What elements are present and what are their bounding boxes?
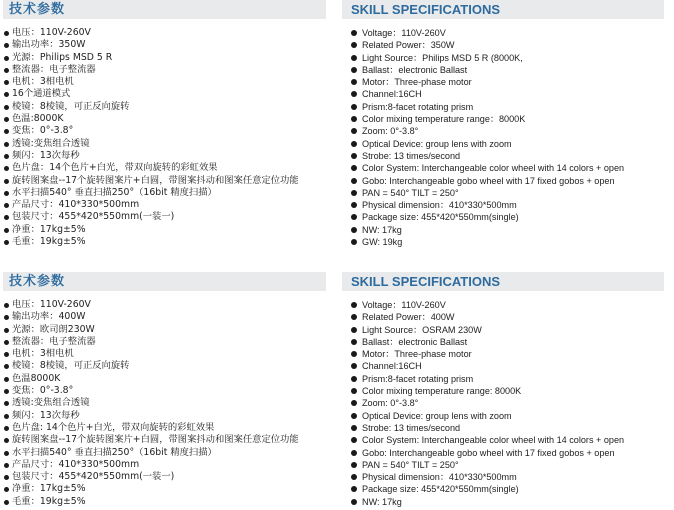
spec-text: GW: 19kg — [362, 237, 403, 248]
spec-item — [4, 483, 339, 495]
spec-text: 包装尺寸：455*420*550mm(一装一) — [12, 471, 175, 483]
spec-text: Light Source：Philips MSD 5 R (8000K, — [362, 52, 523, 63]
spec-text: 毛重：19kg±5% — [12, 495, 86, 507]
spec-item — [4, 52, 339, 64]
spec-item — [4, 27, 339, 39]
spec-item — [351, 348, 671, 360]
spec-text: 透镜:变焦组合透镜 — [12, 137, 90, 149]
spec-item — [351, 101, 671, 113]
spec-text: 变焦：0°-3.8° — [12, 125, 74, 137]
en-title: SKILL SPECIFICATIONS — [351, 2, 501, 17]
bullet-icon — [4, 451, 9, 456]
spec-item — [4, 471, 339, 483]
spec-text: 透镜:变焦组合透镜 — [12, 397, 90, 409]
spec-text: 电机：3相电机 — [12, 348, 74, 360]
bullet-icon — [351, 499, 357, 505]
bullet-icon — [4, 414, 9, 419]
bullet-icon — [351, 91, 357, 97]
spec-text: Physical dimension：410*330*500mm — [362, 472, 517, 483]
spec-item — [4, 88, 339, 100]
spec-text: 净重：17kg±5% — [12, 223, 86, 235]
bullet-icon — [351, 314, 357, 320]
bullet-icon — [4, 117, 9, 122]
spec-item — [351, 150, 671, 162]
spec-text: Ballast：electronic Ballast — [362, 336, 468, 347]
cn-header-bar — [3, 272, 326, 291]
bullet-icon — [4, 364, 9, 369]
bullet-icon — [351, 178, 357, 184]
spec-item — [351, 447, 671, 459]
en-title: SKILL SPECIFICATIONS — [351, 274, 501, 289]
spec-text: Related Power：400W — [362, 312, 455, 323]
spec-item — [4, 162, 339, 174]
spec-item — [4, 459, 339, 471]
spec-item — [4, 324, 339, 336]
spec-item — [351, 385, 671, 397]
spec-item — [4, 199, 339, 211]
spec-text: 水平扫描540° 垂直扫描250°（16bit 精度扫描） — [12, 446, 217, 458]
spec-text: PAN = 540° TILT = 250° — [362, 459, 459, 470]
spec-item — [4, 496, 339, 508]
spec-text: 光源：欧司朗230W — [12, 323, 95, 335]
spec-text: 色片盘: 14个色片+白光，带双向旋转的彩虹效果 — [12, 421, 215, 433]
spec-text: 净重：17kg±5% — [12, 483, 86, 495]
spec-text: Package size: 455*420*550mm(single) — [362, 484, 519, 495]
spec-item — [4, 64, 339, 76]
spec-text: 16个通道模式 — [12, 88, 71, 100]
spec-item — [351, 76, 671, 88]
bullet-icon — [4, 68, 9, 73]
spec-item — [351, 336, 671, 348]
bullet-icon — [351, 227, 357, 233]
spec-text: 色温:8000K — [12, 113, 64, 125]
spec-text: 整流器：电子整流器 — [12, 335, 96, 347]
spec-item — [351, 496, 671, 508]
spec-text: Color mixing temperature range：8000K — [362, 114, 526, 125]
en-header-bar — [342, 272, 664, 291]
spec-item — [351, 113, 671, 125]
bullet-icon — [351, 67, 357, 73]
bullet-icon — [351, 462, 357, 468]
spec-item — [4, 348, 339, 360]
spec-text: Prism:8-facet rotating prism — [362, 373, 474, 384]
bullet-icon — [351, 55, 357, 61]
bullet-icon — [4, 228, 9, 233]
bullet-icon — [4, 105, 9, 110]
bullet-icon — [351, 376, 357, 382]
spec-text: 频闪：13次每秒 — [12, 409, 80, 421]
spec-item — [4, 76, 339, 88]
spec-item — [351, 187, 671, 199]
spec-item — [351, 459, 671, 471]
spec-text: NW: 17kg — [362, 496, 402, 507]
bullet-icon — [351, 214, 357, 220]
spec-text: Voltage：110V-260V — [362, 28, 446, 38]
spec-item — [351, 64, 671, 76]
spec-item — [4, 410, 339, 422]
spec-item — [4, 336, 339, 348]
spec-item — [4, 150, 339, 162]
bullet-icon — [351, 302, 357, 308]
spec-item — [4, 211, 339, 223]
bullet-icon — [4, 154, 9, 159]
bullet-icon — [351, 388, 357, 394]
bullet-icon — [4, 401, 9, 406]
bullet-icon — [351, 141, 357, 147]
spec-text: Color mixing temperature range: 8000K — [362, 386, 522, 397]
bullet-icon — [4, 80, 9, 85]
spec-text: Voltage：110V-260V — [362, 300, 446, 310]
spec-item — [351, 175, 671, 187]
spec-item — [4, 39, 339, 51]
spec-text: Motor：Three-phase motor — [362, 349, 472, 360]
spec-text: 产品尺寸：410*330*500mm — [12, 199, 140, 211]
spec-item — [351, 311, 671, 323]
bullet-icon — [4, 352, 9, 357]
bullet-icon — [4, 500, 9, 505]
bullet-icon — [4, 215, 9, 220]
bullet-icon — [351, 327, 357, 333]
spec-item — [4, 360, 339, 372]
spec-item — [351, 224, 671, 236]
bullet-icon — [351, 202, 357, 208]
spec-text: 输出功率：350W — [12, 39, 86, 51]
bullet-icon — [4, 438, 9, 443]
bullet-icon — [4, 487, 9, 492]
spec-text: Gobo: Interchangeable gobo wheel with 17 fixed gobos + open — [362, 447, 615, 458]
bullet-icon — [351, 363, 357, 369]
spec-text: Strobe: 13 times/second — [362, 150, 461, 161]
spec-text: Color System: Interchangeable color wheel with 14 colors + open — [362, 163, 625, 174]
bullet-icon — [4, 303, 9, 308]
bullet-icon — [351, 413, 357, 419]
en-spec-list — [351, 27, 671, 248]
spec-item — [4, 224, 339, 236]
bullet-icon — [351, 351, 357, 357]
spec-text: PAN = 540° TILT = 250° — [362, 187, 459, 198]
spec-text: 旋转图案盘--17个旋转图案片+白圆，带图案抖动和图案任意定位功能 — [12, 434, 299, 446]
bullet-icon — [4, 203, 9, 208]
spec-item — [4, 101, 339, 113]
spec-text: 光源：Philips MSD 5 R — [12, 51, 113, 63]
spec-text: Prism:8-facet rotating prism — [362, 101, 474, 112]
spec-text: 水平扫描540° 垂直扫描250°（16bit 精度扫描） — [12, 186, 217, 198]
bullet-icon — [4, 179, 9, 184]
bullet-icon — [351, 339, 357, 345]
spec-text: Ballast：electronic Ballast — [362, 64, 468, 75]
spec-item — [351, 410, 671, 422]
bullet-icon — [4, 43, 9, 48]
spec-item — [351, 125, 671, 137]
spec-item — [4, 299, 339, 311]
spec-item — [4, 175, 339, 187]
spec-text: Optical Device: group lens with zoom — [362, 138, 512, 149]
spec-item — [351, 27, 671, 39]
bullet-icon — [4, 191, 9, 196]
bullet-icon — [351, 425, 357, 431]
spec-text: 产品尺寸：410*330*500mm — [12, 458, 140, 470]
bullet-icon — [4, 129, 9, 134]
cn-title: 技术参数 — [9, 2, 66, 17]
bullet-icon — [351, 116, 357, 122]
spec-text: Channel:16CH — [362, 361, 422, 372]
spec-item — [351, 162, 671, 174]
spec-text: 包装尺寸：455*420*550mm(一装一) — [12, 211, 175, 223]
spec-item — [4, 113, 339, 125]
spec-item — [351, 236, 671, 248]
spec-item — [4, 373, 339, 385]
spec-item — [351, 211, 671, 223]
spec-text: Strobe: 13 times/second — [362, 422, 461, 433]
bullet-icon — [4, 31, 9, 36]
bullet-icon — [351, 30, 357, 36]
spec-text: Channel:16CH — [362, 89, 422, 100]
spec-item — [351, 373, 671, 385]
spec-item — [4, 434, 339, 446]
spec-text: 电压：110V-260V — [12, 27, 91, 38]
spec-text: Related Power：350W — [362, 40, 455, 51]
bullet-icon — [351, 128, 357, 134]
spec-item — [351, 434, 671, 446]
spec-item — [351, 422, 671, 434]
spec-item — [4, 138, 339, 150]
spec-text: Motor：Three-phase motor — [362, 77, 472, 88]
spec-item — [351, 299, 671, 311]
cn-spec-list — [4, 299, 339, 508]
spec-item — [351, 52, 671, 64]
bullet-icon — [351, 474, 357, 480]
bullet-icon — [351, 165, 357, 171]
spec-text: Optical Device: group lens with zoom — [362, 410, 512, 421]
spec-text: 频闪：13次每秒 — [12, 149, 80, 161]
bullet-icon — [351, 79, 357, 85]
spec-item — [4, 187, 339, 199]
bullet-icon — [351, 190, 357, 196]
spec-item — [4, 311, 339, 323]
spec-text: NW: 17kg — [362, 224, 402, 235]
cn-title: 技术参数 — [9, 274, 66, 289]
bullet-icon — [351, 42, 357, 48]
bullet-icon — [351, 400, 357, 406]
spec-item — [351, 324, 671, 336]
bullet-icon — [351, 450, 357, 456]
spec-item — [4, 447, 339, 459]
bullet-icon — [4, 475, 9, 480]
bullet-icon — [4, 92, 9, 97]
spec-item — [351, 88, 671, 100]
spec-item — [351, 483, 671, 495]
bullet-icon — [351, 239, 357, 245]
spec-item — [4, 385, 339, 397]
cn-spec-list — [4, 27, 339, 248]
spec-text: 电机：3相电机 — [12, 76, 74, 88]
spec-text: 整流器：电子整流器 — [12, 63, 96, 75]
spec-text: 色片盘：14个色片+白光，带双向旋转的彩虹效果 — [12, 162, 218, 174]
spec-text: Zoom: 0°-3.8° — [362, 126, 419, 137]
en-spec-list — [351, 299, 671, 508]
spec-text: 变焦：0°-3.8° — [12, 385, 74, 397]
spec-item — [351, 471, 671, 483]
spec-text: 旋转图案盘--17个旋转图案片+白圆，带图案抖动和图案任意定位功能 — [12, 174, 299, 186]
bullet-icon — [4, 315, 9, 320]
bullet-icon — [4, 142, 9, 147]
spec-text: Light Source：OSRAM 230W — [362, 324, 482, 335]
spec-item — [4, 397, 339, 409]
bullet-icon — [4, 56, 9, 61]
spec-item — [4, 422, 339, 434]
spec-item — [351, 138, 671, 150]
bullet-icon — [4, 328, 9, 333]
cn-header-bar — [3, 0, 326, 19]
spec-item — [351, 39, 671, 51]
bullet-icon — [4, 377, 9, 382]
spec-item — [351, 199, 671, 211]
bullet-icon — [4, 340, 9, 345]
spec-text: Physical dimension：410*330*500mm — [362, 200, 517, 211]
spec-item — [351, 360, 671, 372]
bullet-icon — [4, 240, 9, 245]
bullet-icon — [351, 486, 357, 492]
spec-text: 棱镜：8棱镜，可正反向旋转 — [12, 100, 130, 112]
bullet-icon — [4, 463, 9, 468]
spec-item — [4, 236, 339, 248]
en-header-bar — [342, 0, 664, 19]
bullet-icon — [4, 166, 9, 171]
spec-text: 电压：110V-260V — [12, 299, 91, 310]
spec-text: Package size: 455*420*550mm(single) — [362, 212, 519, 223]
spec-text: 毛重：19kg±5% — [12, 236, 86, 248]
spec-text: Gobo: Interchangeable gobo wheel with 17 fixed gobos + open — [362, 175, 615, 186]
spec-text: Color System: Interchangeable color wheel with 14 colors + open — [362, 435, 625, 446]
spec-text: 输出功率：400W — [12, 311, 86, 323]
bullet-icon — [4, 426, 9, 431]
spec-item — [351, 397, 671, 409]
bullet-icon — [351, 104, 357, 110]
spec-text: 色温8000K — [12, 372, 61, 384]
spec-text: 棱镜：8棱镜，可正反向旋转 — [12, 360, 130, 372]
spec-text: Zoom: 0°-3.8° — [362, 398, 419, 409]
spec-item — [4, 125, 339, 137]
bullet-icon — [351, 153, 357, 159]
bullet-icon — [351, 437, 357, 443]
bullet-icon — [4, 389, 9, 394]
